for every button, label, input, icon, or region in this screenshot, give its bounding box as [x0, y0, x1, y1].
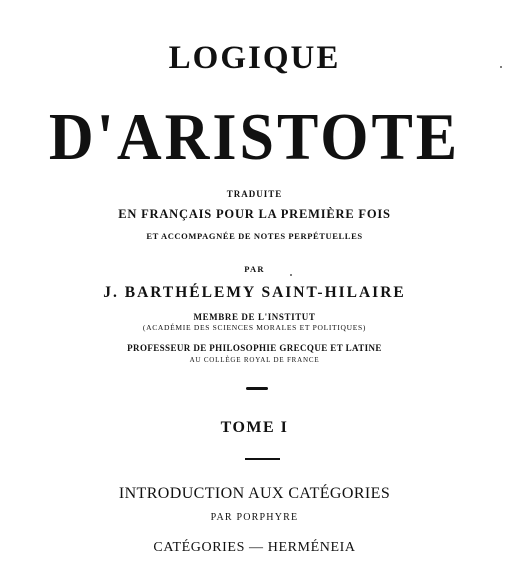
ink-speck — [290, 274, 292, 276]
contents-porphyre: PAR PORPHYRE — [210, 512, 299, 523]
credential-college: AU COLLÈGE ROYAL DE FRANCE — [189, 356, 320, 364]
title-aristote: D'ARISTOTE — [48, 100, 461, 175]
ornament-rule — [246, 387, 268, 390]
contents-introduction: INTRODUCTION AUX CATÉGORIES — [118, 485, 391, 502]
contents-categories: CATÉGORIES — HERMÉNEIA — [153, 540, 356, 555]
subtitle-notes: ET ACCOMPAGNÉE DE NOTES PERPÉTUELLES — [146, 231, 363, 241]
par-label: PAR — [244, 264, 265, 274]
subtitle-francais: EN FRANÇAIS POUR LA PREMIÈRE FOIS — [118, 207, 391, 221]
title-logique: LOGIQUE — [168, 40, 341, 76]
credential-academie: (ACADÉMIE DES SCIENCES MORALES ET POLITIQUES) — [142, 323, 367, 332]
divider-rule — [245, 458, 280, 460]
credential-professeur: PROFESSEUR DE PHILOSOPHIE GRECQUE ET LATINE — [127, 343, 382, 353]
ink-speck — [500, 66, 502, 68]
volume-label: TOME I — [220, 419, 289, 436]
subtitle-traduite: TRADUITE — [226, 189, 283, 199]
credential-institut: MEMBRE DE L'INSTITUT — [193, 312, 316, 322]
author-name: J. BARTHÉLEMY SAINT-HILAIRE — [103, 284, 406, 301]
